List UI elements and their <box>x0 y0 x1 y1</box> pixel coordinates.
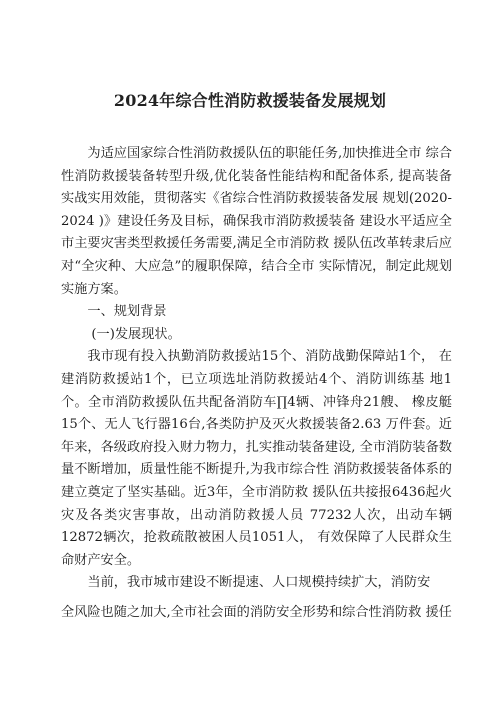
continued-paragraph: 全风险也随之加大,全市社会面的消防安全形势和综合性消防救 援任 <box>61 604 452 620</box>
document-body <box>61 143 452 624</box>
intro-paragraph: 为适应国家综合性消防救援队伍的职能任务,加快推进全市 综合性消防救援装备转型升级,优化装备性能结构和配备体系, 提高装备实战实用效能，贯彻落实《省综合性消防救援装备发展 规划(2020-2024 )》建设任务及目标，确保我市消防救援装备 建设水平适应全市主要灾害类型救援任务需要,满足全市消防救 援队伍改革转隶后应对“全灾种、大应急”的履职保障，结合全市 实际情况，制定此规划实施方案。 <box>61 146 452 297</box>
subsection-heading-status: (一)发展现状。 <box>91 326 181 342</box>
current-situation-paragraph: 当前，我市城市建设不断提速、人口规模持续扩大，消防安 <box>87 575 431 591</box>
document-title: 2024年综合性消防救援装备发展规划 <box>113 91 387 110</box>
section-heading-background: 一、规划背景 <box>87 304 167 320</box>
status-paragraph: 我市现有投入执勤消防救援站15个、消防战勤保障站1个， 在建消防救援站1个，已立项选址消防救援站4个、消防训练基 地1个。全市消防救援队伍共配备消防车∏4辆、冲锋舟21艘、 橡皮艇15个、无人飞行器16台,各类防护及灭火救援装备2.63 万件套。近年来，各级政府投入财力物力，扎实推动装备建设, 全市消防装备数量不断增加，质量性能不断提升,为我市综合性 消防救援装备体系的建立奠定了坚实基础。近3年，全市消防救 援队伍共接报6436起火灾及各类灾害事故，出动消防救援人员 77232人次，出动车辆12872辆次，抢救疏散被困人员1051人， 有效保障了人民群众生命财产安全。 <box>61 349 452 568</box>
